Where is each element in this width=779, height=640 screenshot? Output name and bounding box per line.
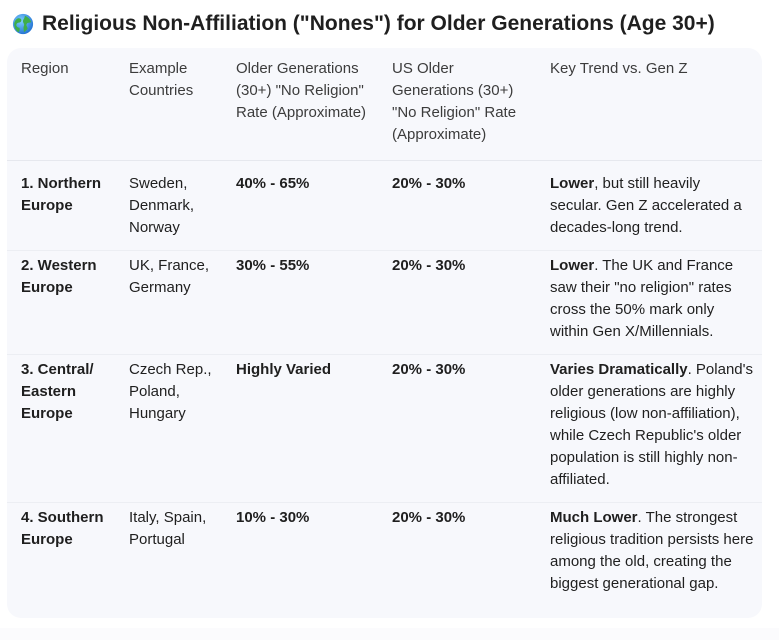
header-us-rate: US Older Generations (30+) "No Religion" Rate (Approximate) [378, 48, 536, 161]
header-example-countries: Example Countries [115, 48, 222, 161]
cell-countries: Italy, Spain, Portugal [115, 503, 222, 607]
cell-countries: Czech Rep., Poland, Hungary [115, 355, 222, 503]
table-header-row [7, 48, 762, 161]
header-key-trend: Key Trend vs. Gen Z [536, 48, 762, 161]
table-row [7, 503, 762, 607]
trend-emphasis: Lower [550, 257, 595, 274]
cell-us-rate: 20% - 30% [378, 355, 536, 503]
cell-trend [536, 251, 762, 355]
table-row [7, 251, 762, 355]
title-text: Religious Non-Affiliation ("Nones") for Older Generations (Age 30+) [42, 12, 715, 35]
cell-trend [536, 503, 762, 607]
cell-us-rate: 20% - 30% [378, 251, 536, 355]
cell-region: 4. Southern Europe [7, 503, 115, 607]
trend-emphasis: Varies Dramatically [550, 361, 688, 378]
cell-older-rate: 10% - 30% [222, 503, 378, 607]
trend-emphasis: Much Lower [550, 509, 638, 526]
cell-older-rate: 40% - 65% [236, 175, 310, 192]
table-row [7, 161, 762, 251]
regions-table [7, 48, 762, 606]
cell-us-rate: 20% - 30% [392, 175, 466, 192]
bottom-strip [0, 628, 779, 640]
globe-icon [12, 13, 34, 35]
table-container [7, 48, 762, 618]
cell-region: 2. Western Europe [7, 251, 115, 355]
cell-trend [536, 161, 762, 251]
trend-text: . The UK and France saw their "no religion" rates cross the 50% mark only within Gen X/Millennials. [550, 257, 734, 340]
cell-region: 3. Central/ Eastern Europe [7, 355, 115, 503]
header-older-rate: Older Generations (30+) "No Religion" Rate (Approximate) [222, 48, 378, 161]
cell-trend [536, 355, 762, 503]
cell-older-rate: 30% - 55% [222, 251, 378, 355]
trend-text: . Poland's older generations are highly religious (low non-affiliation), while Czech Republic's older population is still highly non-affiliated. [550, 361, 753, 488]
cell-us-rate: 20% - 30% [378, 503, 536, 607]
trend-text: . The strongest religious tradition persists here among the old, creating the biggest generational gap. [550, 509, 754, 592]
cell-region: 1. Northern Europe [21, 175, 102, 214]
page-title [12, 8, 715, 40]
cell-countries: UK, France, Germany [115, 251, 222, 355]
trend-text: , but still heavily secular. Gen Z accelerated a decades-long trend. [550, 175, 742, 236]
cell-countries: Sweden, Denmark, Norway [129, 175, 195, 236]
trend-emphasis: Lower [550, 175, 595, 192]
cell-older-rate: Highly Varied [222, 355, 378, 503]
table-row [7, 355, 762, 503]
header-region: Region [7, 48, 115, 161]
